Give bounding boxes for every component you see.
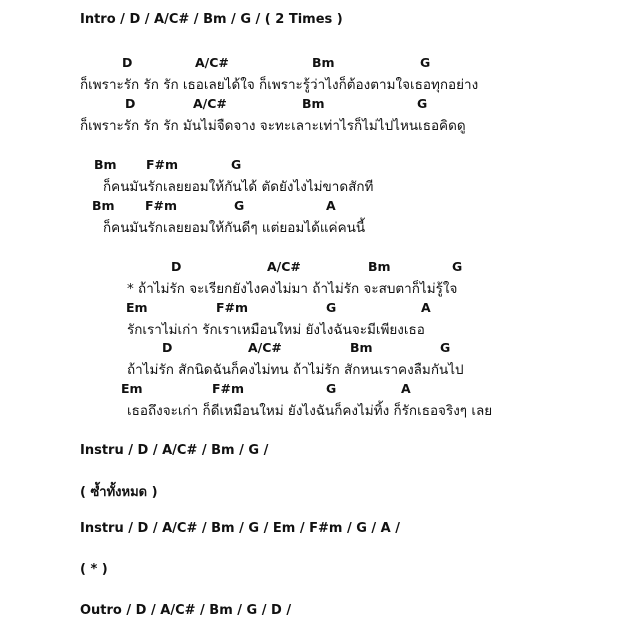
instru-line-2: Instru / D / A/C# / Bm / G / Em / F#m / G / A /: [80, 521, 401, 536]
chord: Bm: [368, 259, 391, 274]
repeat-chorus-note: ( * ): [80, 562, 108, 577]
chord: D: [125, 96, 136, 111]
chord: G: [417, 96, 428, 111]
chord: G: [234, 198, 245, 213]
chord: A: [326, 198, 336, 213]
intro-line: Intro / D / A/C# / Bm / G / ( 2 Times ): [80, 12, 343, 27]
chord: A: [421, 300, 431, 315]
chord: D: [122, 55, 133, 70]
lyric-line: ก็เพราะรัก รัก รัก เธอเลยได้ใจ ก็เพราะรู้ว่าไงก็ต้องตามใจเธอทุกอย่าง: [80, 77, 479, 93]
lyric-line: * ถ้าไม่รัก จะเรียกยังไงคงไม่มา ถ้าไม่รัก จะสบตาก็ไม่รู้ใจ: [127, 281, 458, 297]
chord: A/C#: [195, 55, 229, 70]
chord: G: [231, 157, 242, 172]
repeat-all-note: ( ซ้ำทั้งหมด ): [80, 485, 158, 500]
chord: G: [452, 259, 463, 274]
chord: D: [171, 259, 182, 274]
chord: A: [401, 381, 411, 396]
chord: G: [420, 55, 431, 70]
chord: F#m: [216, 300, 249, 315]
lyric-line: เธอถึงจะเก่า ก็ดีเหมือนใหม่ ยังไงฉันก็คงไม่ทิ้ง ก็รักเธอจริงๆ เลย: [127, 403, 493, 419]
chord: F#m: [145, 198, 178, 213]
chord: A/C#: [267, 259, 301, 274]
chord: Bm: [92, 198, 115, 213]
outro-line: Outro / D / A/C# / Bm / G / D /: [80, 603, 292, 618]
chord: A/C#: [193, 96, 227, 111]
chord: F#m: [146, 157, 179, 172]
chord: Bm: [94, 157, 117, 172]
chord: G: [326, 300, 337, 315]
chord: Bm: [312, 55, 335, 70]
lyric-line: ถ้าไม่รัก สักนิดฉันก็คงไม่ทน ถ้าไม่รัก สักหนเราคงลืมกันไป: [127, 362, 464, 378]
chord: Bm: [302, 96, 325, 111]
chord: A/C#: [248, 340, 282, 355]
chord: Bm: [350, 340, 373, 355]
chord: F#m: [212, 381, 245, 396]
instru-line-1: Instru / D / A/C# / Bm / G /: [80, 443, 269, 458]
lyric-line: รักเราไม่เก่า รักเราเหมือนใหม่ ยังไงฉันจะมีเพียงเธอ: [127, 322, 425, 338]
lyric-line: ก็เพราะรัก รัก รัก มันไม่จืดจาง จะทะเลาะเท่าไรก็ไม่ไปไหนเธอคิดดู: [80, 118, 466, 134]
chord: Em: [121, 381, 143, 396]
chord: G: [326, 381, 337, 396]
lyric-line: ก็คนมันรักเลยยอมให้กันดีๆ แต่ยอมได้แค่คนนี้: [103, 220, 366, 236]
chord: D: [162, 340, 173, 355]
chord: Em: [126, 300, 148, 315]
chord: G: [440, 340, 451, 355]
lyric-line: ก็คนมันรักเลยยอมให้กันได้ ตัดยังไงไม่ขาดสักที: [103, 179, 374, 195]
